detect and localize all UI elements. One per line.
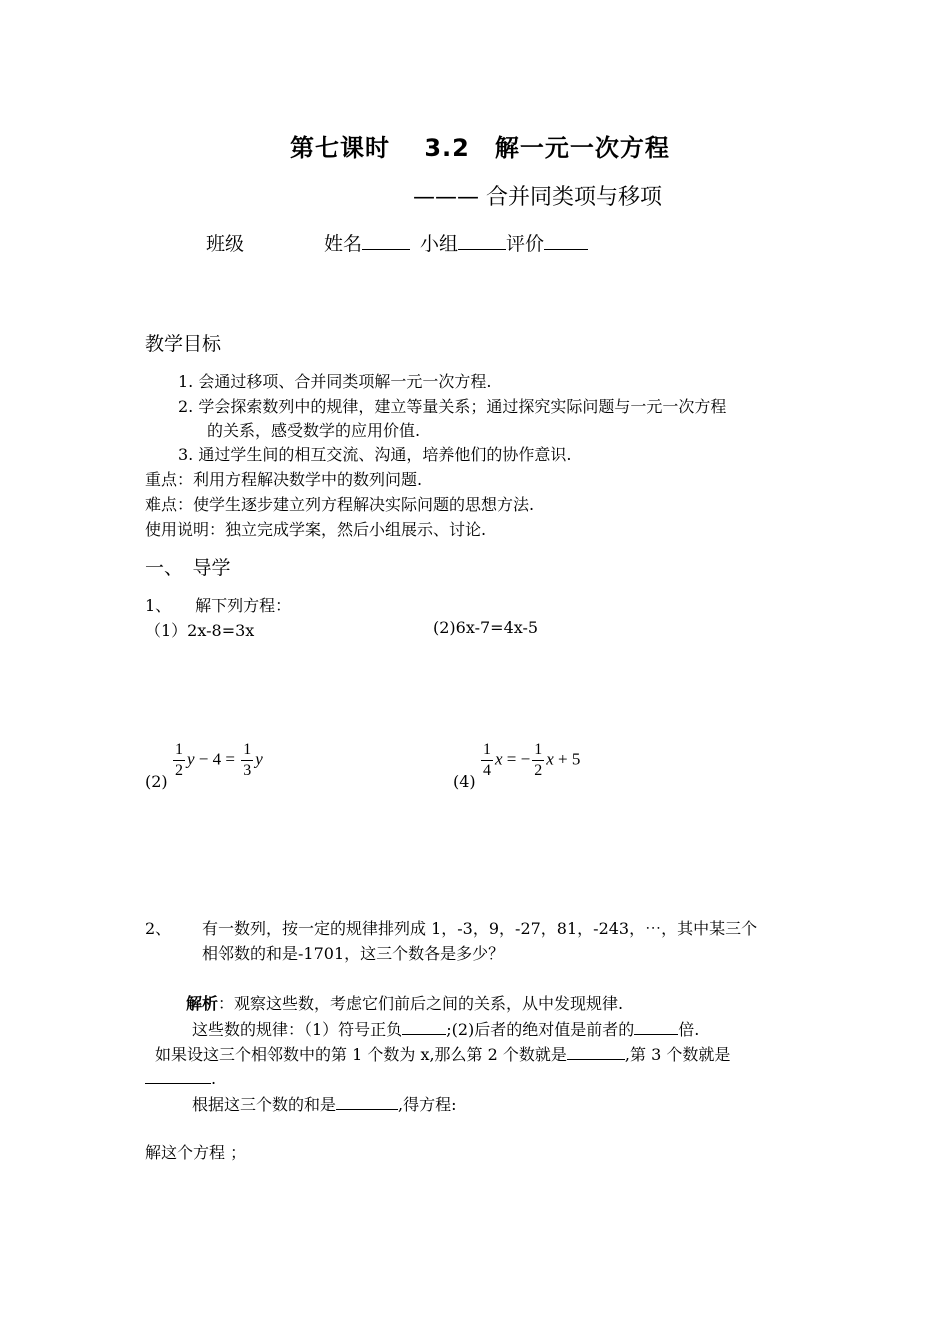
- difficulty: 难点：使学生逐步建立列方程解决实际问题的思想方法.: [145, 495, 535, 514]
- question-2-line-2: 相邻数的和是-1701，这三个数各是多少？: [202, 944, 505, 963]
- objective-3: 3. 通过学生间的相互交流、沟通，培养他们的协作意识.: [178, 445, 572, 464]
- equation-2: (2)6x-7=4x-5: [433, 618, 539, 637]
- page-title: 第七课时 3.2 解一元一次方程: [290, 134, 670, 162]
- second-number-blank[interactable]: [567, 1042, 625, 1060]
- section-heading-guide: 一、 导学: [145, 557, 231, 579]
- usage-note: 使用说明：独立完成学案，然后小组展示、讨论.: [145, 520, 487, 539]
- group-blank[interactable]: [458, 229, 506, 250]
- question-1-label: 1、 解下列方程：: [145, 596, 292, 615]
- third-number-blank[interactable]: [145, 1066, 211, 1084]
- objective-1: 1. 会通过移项、合并同类项解一元一次方程.: [178, 372, 492, 391]
- sign-blank[interactable]: [402, 1017, 446, 1035]
- sum-line: 根据这三个数的和是 ,得方程:: [192, 1092, 457, 1115]
- analysis-label: 解析: [186, 994, 219, 1013]
- equation-1: （1）2x-8=3x: [145, 621, 255, 640]
- equation-3-label: (2): [145, 772, 168, 791]
- analysis-line: 解析：观察这些数，考虑它们前后之间的关系，从中发现规律.: [186, 994, 624, 1013]
- info-line: [206, 229, 588, 256]
- fraction-one-half: $\frac{1}{2}$: [175, 741, 183, 779]
- fraction-one-quarter: $\frac{1}{4}$: [483, 741, 491, 779]
- fraction-one-third: $\frac{1}{3}$: [243, 741, 252, 779]
- assume-line-cont: .: [145, 1066, 216, 1088]
- solve-line: 解这个方程 ；: [145, 1143, 247, 1162]
- rule-line: 这些数的规律：（1）符号正负 ;(2)后者的绝对值是前者的 倍.: [192, 1017, 699, 1040]
- objective-2-cont: 的关系，感受数学的应用价值.: [207, 421, 421, 440]
- sum-blank[interactable]: [336, 1092, 398, 1110]
- assume-line: 如果设这三个相邻数中的第 1 个数为 x,那么第 2 个数就是 ,第 3 个数就是: [155, 1042, 730, 1065]
- name-label: 姓名: [324, 233, 363, 255]
- page-subtitle: ——— 合并同类项与移项: [413, 185, 662, 210]
- group-label: 小组: [420, 233, 459, 255]
- objectives-heading: 教学目标: [145, 333, 222, 355]
- eval-label: 评价: [506, 233, 545, 255]
- name-blank[interactable]: [362, 229, 410, 250]
- equation-4-label: (4): [453, 772, 476, 791]
- objective-2: 2. 学会探索数列中的规律，建立等量关系；通过探究实际问题与一元一次方程: [178, 397, 727, 416]
- class-label: 班级: [206, 233, 245, 255]
- eval-blank[interactable]: [544, 229, 588, 250]
- question-2-label: 2、: [145, 919, 172, 938]
- question-2-line-1: 有一数列，按一定的规律排列成 1，-3，9，-27，81，-243，⋯，其中某三个: [202, 919, 758, 938]
- key-point: 重点：利用方程解决数学中的数列问题.: [145, 470, 423, 489]
- fraction-one-half-b: $\frac{1}{2}$: [534, 741, 543, 779]
- ratio-blank[interactable]: [634, 1017, 678, 1035]
